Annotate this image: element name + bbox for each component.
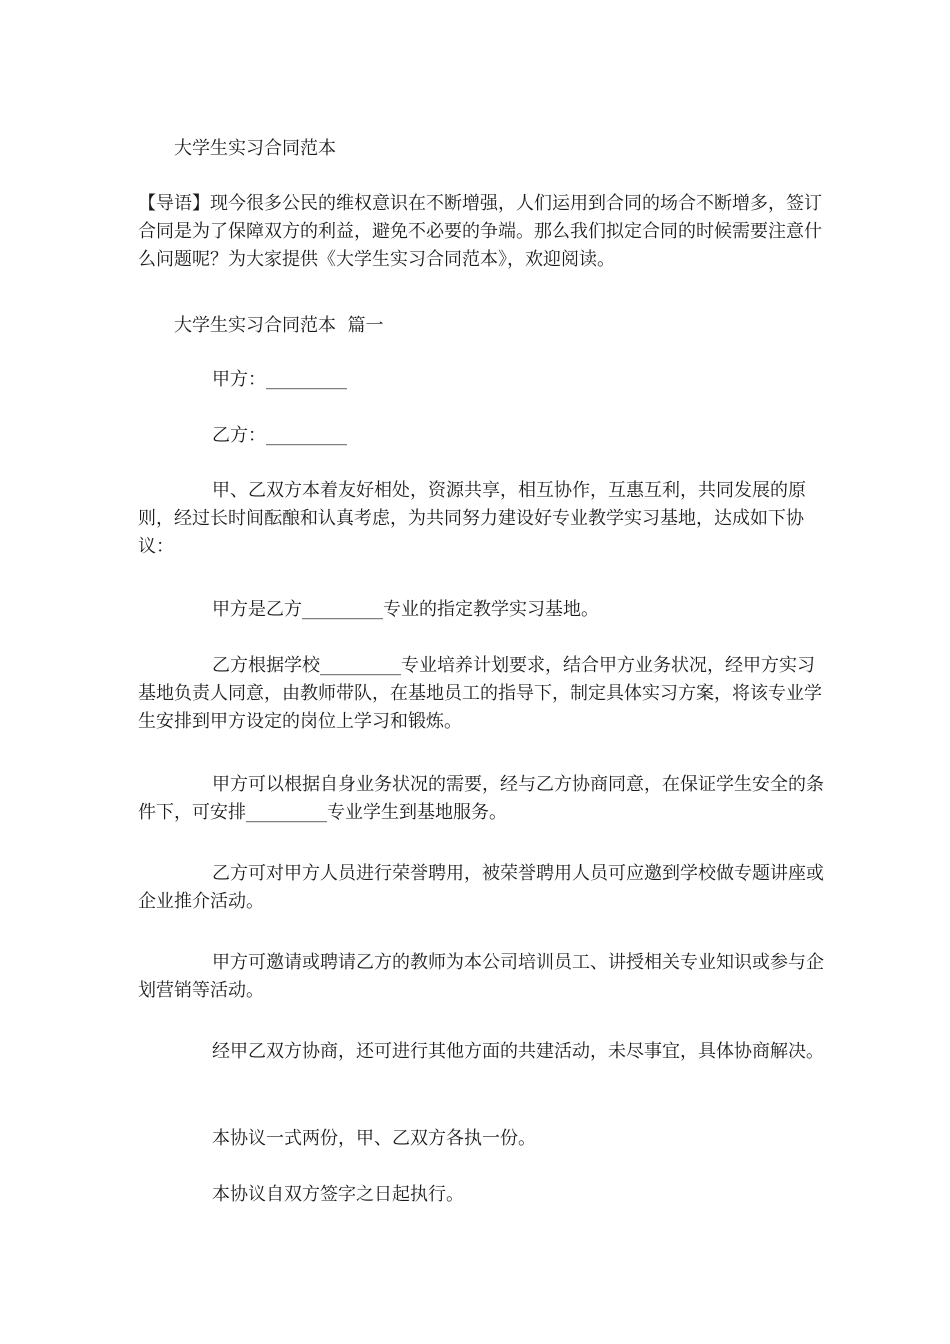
clause-paragraph: 甲、乙双方本着友好相处，资源共享，相互协作，互惠互利，共同发展的原则，经过长时间酝酿和认真考虑，为共同努力建设好专业教学实习基地，达成如下协议： xyxy=(138,480,806,557)
clause-paragraph: 本协议一式两份，甲、乙双方各执一份。 xyxy=(212,1128,536,1149)
party-a-field: 甲方：_________ xyxy=(212,369,347,390)
section-title: 大学生实习合同范本 篇一 xyxy=(174,315,384,336)
clause-paragraph: 甲方是乙方_________专业的指定教学实习基地。 xyxy=(212,599,599,620)
party-b-field: 乙方：_________ xyxy=(212,425,347,446)
clause-paragraph: 甲方可以根据自身业务状况的需要，经与乙方协商同意，在保证学生安全的条件下，可安排_________专业学生到基地服务。 xyxy=(138,774,824,823)
clause-paragraph: 乙方根据学校_________专业培养计划要求，结合甲方业务状况，经甲方实习基地负责人同意，由教师带队，在基地员工的指导下，制定具体实习方案，将该专业学生安排到甲方设定的岗位上学习和锻炼。 xyxy=(138,655,822,732)
clause-paragraph: 乙方可对甲方人员进行荣誉聘用，被荣誉聘用人员可应邀到学校做专题讲座或企业推介活动。 xyxy=(138,863,824,912)
document-title: 大学生实习合同范本 xyxy=(174,138,336,159)
clause-paragraph: 经甲乙双方协商，还可进行其他方面的共建活动，未尽事宜，具体协商解决。 xyxy=(212,1041,824,1062)
clause-paragraph: 甲方可邀请或聘请乙方的教师为本公司培训员工、讲授相关专业知识或参与企划营销等活动。 xyxy=(138,952,824,1001)
intro-paragraph: 【导语】现今很多公民的维权意识在不断增强，人们运用到合同的场合不断增多，签订合同是为了保障双方的利益，避免不必要的争端。那么我们拟定合同的时候需要注意什么问题呢？为大家提供《大学生实习合同范本》，欢迎阅读。 xyxy=(138,193,822,270)
clause-paragraph: 本协议自双方签字之日起执行。 xyxy=(212,1184,464,1205)
